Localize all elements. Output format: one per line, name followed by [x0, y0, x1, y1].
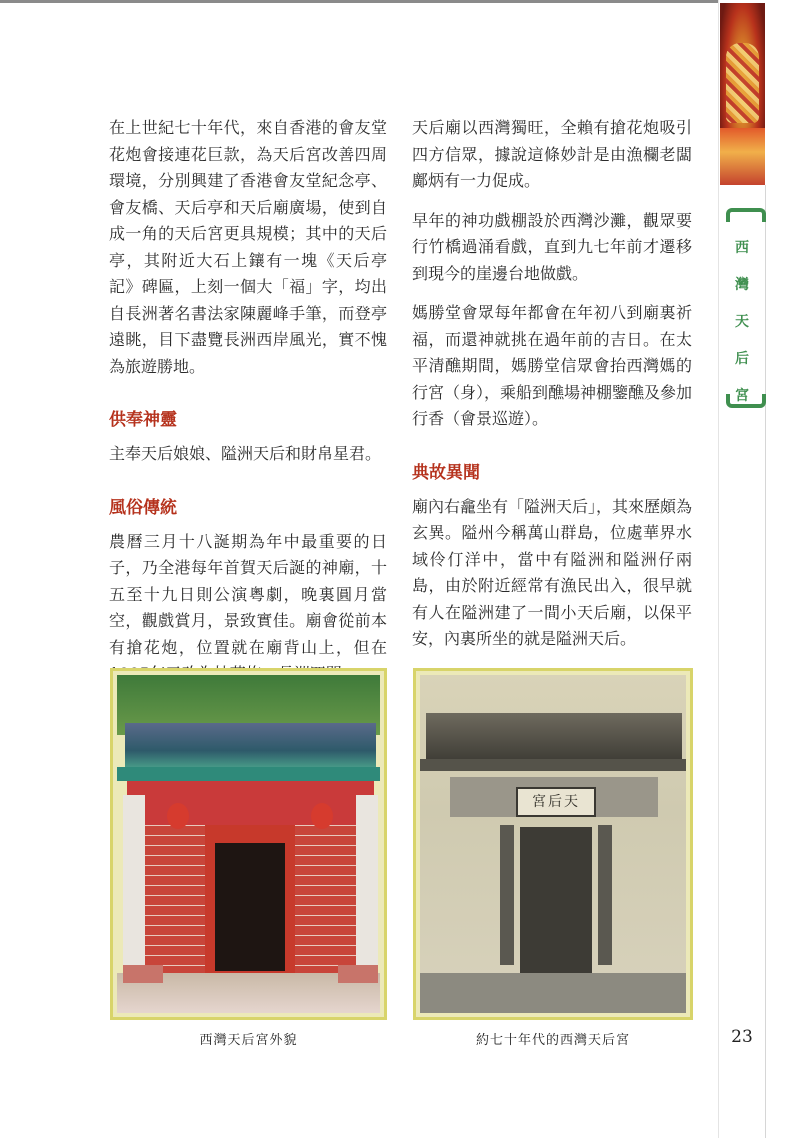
intro-paragraph: 在上世紀七十年代，來自香港的會友堂花炮會接連花巨款，為天后宮改善四周環境，分別興建了香港會友堂紀念亭、會友橋、天后亭和天后廟廣場，使到自成一角的天后宮更具規模；其中的天后亭，其附近大石上鑲有一塊《天后亭記》碑匾，上刻一個大「福」字，均出自長洲著名書法家陳麗峰手筆，而登亭遠眺，目下盡覽長洲西岸風光，實不愧為旅遊勝地。 — [109, 118, 387, 376]
chapter-tab-title — [722, 230, 762, 415]
top-rule — [0, 0, 800, 3]
section-heading-deities: 供奉神靈 — [109, 410, 177, 430]
section-heading-legend: 典故異聞 — [412, 462, 480, 483]
temple-plaque: 宮后天 — [516, 787, 596, 817]
tab-bracket-top — [726, 208, 766, 222]
text-column-right — [412, 115, 692, 653]
customs-paragraph: 農曆三月十八誕期為年中最重要的日子，乃全港每年首賀天后誕的神廟，十五至十九日則公演粵劇，晚裏圓月當空，觀戲賞月，景致實佳。廟會從前本有搶花炮，位置就在廟背山上，但在 — [109, 531, 387, 657]
section-heading-customs: 風俗傳統 — [109, 497, 177, 518]
tab-char: 宮 — [735, 388, 749, 404]
margin-rule — [765, 185, 766, 1138]
margin-divider — [718, 0, 719, 1138]
continued-paragraph: 天后廟以西灣獨旺，全賴有搶花炮吸引四方信眾，據說這條妙計是由漁欄老闆鄺炳有一力促成。 — [412, 118, 692, 190]
deities-paragraph: 主奉天后娘娘、隘洲天后和財帛星君。 — [109, 444, 382, 463]
tab-char: 后 — [735, 351, 749, 367]
chapter-side-tab — [722, 208, 762, 408]
tab-char: 灣 — [735, 277, 749, 293]
photo-caption-1970s: 約七十年代的西灣天后宮 — [475, 1033, 630, 1048]
text-column-left — [109, 115, 387, 688]
procession-paragraph: 媽勝堂會眾每年都會在年初八到廟裏祈福，而還神就挑在過年前的吉日。在太平清醮期間，媽勝堂信眾會抬西灣媽的行宮（身），乘船到醮場神棚鑒醮及參加行香（會景巡遊）。 — [412, 303, 693, 428]
photo-caption-exterior: 西灣天后宮外貌 — [199, 1033, 298, 1048]
legend-paragraph: 廟內右龕坐有「隘洲天后」，其來歷頗為玄異。隘州今稱萬山群島，位處華界水域伶仃洋中，當中有隘洲和隘洲仔兩島，由於附近經常有漁民出入，很早就有人在隘洲建了一間小天后廟，以保平安，內裏所坐的就是隘洲天后。 — [412, 496, 693, 648]
stage-paragraph: 早年的神功戲棚設於西灣沙灘，觀眾要行竹橋過涌看戲，直到九七年前才遷移到現今的崖邊台地做戲。 — [412, 210, 692, 283]
tab-char: 天 — [735, 314, 749, 330]
temple-1970s-photo — [413, 668, 693, 1020]
corner-photo-decoration — [720, 3, 765, 185]
tab-char: 西 — [735, 240, 749, 256]
page-number: 23 — [731, 1027, 753, 1047]
temple-exterior-photo — [110, 668, 387, 1020]
tab-bracket-bottom — [726, 394, 766, 408]
